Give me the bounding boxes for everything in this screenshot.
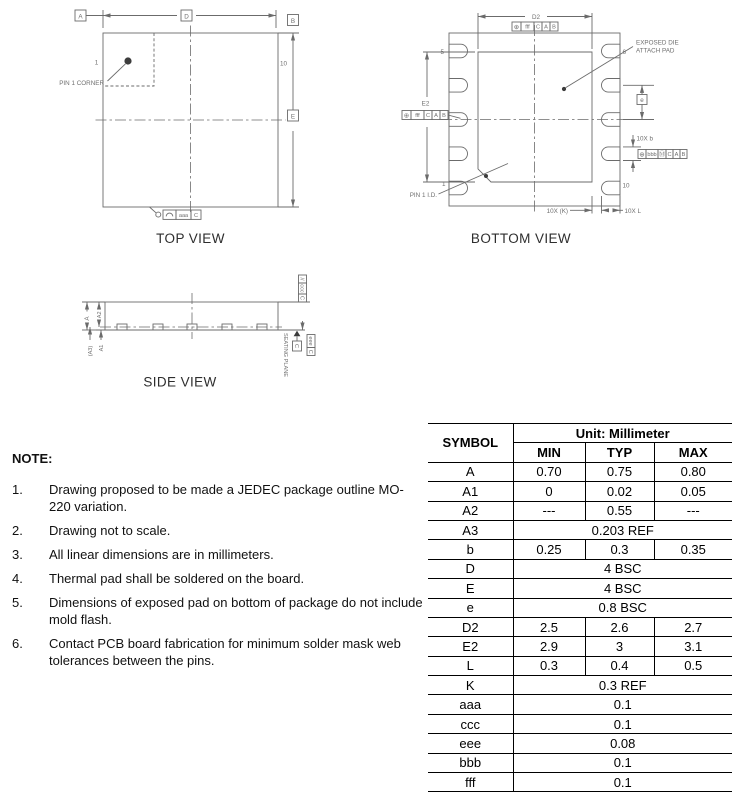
- leader-dot-icon: [562, 87, 566, 91]
- parallel-icon: //: [298, 277, 305, 281]
- typ-cell: 0.55: [585, 501, 654, 520]
- tolerance-fff-label: fff: [525, 24, 530, 31]
- symbol-cell: A2: [428, 501, 513, 520]
- package-body-bottom: [441, 25, 629, 214]
- all-around-circle-icon: [156, 212, 161, 217]
- exposed-pad-label-line2: ATTACH PAD: [636, 47, 675, 55]
- fcf-datum-b-label: B: [681, 151, 686, 158]
- profile-tolerance-frame: [150, 207, 202, 219]
- max-cell: 0.05: [654, 482, 732, 501]
- typ-cell: 0.02: [585, 482, 654, 501]
- symbol-cell: D: [428, 559, 513, 578]
- tolerance-ccc-label: ccc: [298, 284, 305, 293]
- span-cell: 4 BSC: [513, 559, 732, 578]
- fcf-datum-c-label: C: [425, 112, 431, 119]
- table-row: [428, 579, 732, 598]
- min-cell: 0.3: [513, 656, 585, 675]
- leader-dot-icon: [484, 174, 488, 178]
- fcf-datum-c-label: C: [535, 24, 541, 31]
- note-text: Drawing proposed to be made a JEDEC package outline MO-220 variation.: [49, 482, 404, 514]
- label-10x-b: 10X b: [636, 135, 653, 143]
- note-text: Thermal pad shall be soldered on the board.: [49, 571, 305, 586]
- table-row: [428, 540, 732, 559]
- table-row: [428, 598, 732, 617]
- pad-right-5: [602, 181, 621, 195]
- fcf-datum-c-label: C: [307, 349, 313, 354]
- fcf-datum-c-label: C: [667, 151, 672, 158]
- top-view-title: TOP VIEW: [156, 231, 225, 246]
- dim-label-e-pitch: e: [640, 96, 644, 104]
- col-header-typ: TYP: [585, 443, 654, 462]
- col-header-symbol: SYMBOL: [428, 424, 513, 463]
- dimension-b: [623, 135, 687, 172]
- min-cell: 2.5: [513, 617, 585, 636]
- symbol-cell: b: [428, 540, 513, 559]
- symbol-cell: A: [428, 462, 513, 481]
- table-header-row: [428, 424, 732, 443]
- mmc-modifier-icon: Ⓜ: [658, 151, 666, 159]
- side-view-drawing: [40, 262, 370, 398]
- notes-title: NOTE:: [12, 451, 53, 466]
- tolerance-fff-label: fff: [415, 112, 420, 119]
- max-cell: ---: [654, 501, 732, 520]
- span-cell: 0.1: [513, 773, 732, 792]
- profile-surface-icon: [166, 213, 173, 216]
- datum-label-a: A: [78, 13, 83, 21]
- label-10x-k: 10X (K): [546, 208, 568, 215]
- dim-label-e: E: [290, 113, 296, 121]
- tolerance-bbb-label: bbb: [647, 151, 657, 158]
- note-text: All linear dimensions are in millimeters.: [49, 547, 274, 562]
- pad-right-2: [602, 79, 621, 93]
- pad-left-2: [449, 79, 468, 93]
- pin-count-label: 10: [280, 60, 288, 68]
- pin1-label: 1: [441, 181, 446, 188]
- package-body-top: [95, 26, 286, 215]
- package-body-side: [96, 293, 305, 339]
- table-row: [428, 520, 732, 539]
- datum-label-b: B: [290, 18, 296, 26]
- fcf-datum-a-label: A: [434, 112, 438, 119]
- table-row: [428, 753, 732, 772]
- max-cell: 3.1: [654, 637, 732, 656]
- fcf-datum-b-label: B: [552, 24, 556, 31]
- pad-right-4: [602, 147, 621, 161]
- symbol-cell: e: [428, 598, 513, 617]
- dim-label-d2: D2: [531, 14, 541, 21]
- span-cell: 0.08: [513, 734, 732, 753]
- table-row: [428, 656, 732, 675]
- table-row: [428, 617, 732, 636]
- symbol-cell: D2: [428, 617, 513, 636]
- dimension-e: [278, 15, 299, 208]
- symbol-cell: E2: [428, 637, 513, 656]
- dim-label-a3: (A3): [88, 345, 94, 357]
- pin-one-label: 1: [94, 59, 99, 67]
- note-text: Contact PCB board fabrication for minimum solder mask web tolerances between the pins.: [49, 636, 401, 668]
- fcf-datum-a-label: A: [544, 24, 548, 31]
- table-row: [428, 734, 732, 753]
- position-icon: ⊕: [513, 23, 520, 31]
- pin1-dot-icon: [124, 57, 131, 64]
- position-icon: ⊕: [403, 112, 410, 120]
- typ-cell: 0.4: [585, 656, 654, 675]
- note-text: Drawing not to scale.: [49, 523, 171, 538]
- seating-plane-label: SEATING PLANE: [282, 332, 288, 378]
- pin1-corner-label: PIN 1 CORNER: [59, 79, 104, 87]
- dim-label-a2: A2: [97, 311, 103, 319]
- span-cell: 0.203 REF: [513, 520, 732, 539]
- span-cell: 4 BSC: [513, 579, 732, 598]
- notes-section: [12, 450, 424, 676]
- fcf-datum-a-label: A: [674, 151, 679, 158]
- min-cell: 0.25: [513, 540, 585, 559]
- symbol-cell: aaa: [428, 695, 513, 714]
- table-row: [428, 714, 732, 733]
- typ-cell: 2.6: [585, 617, 654, 636]
- dimensions-height: [82, 302, 105, 356]
- max-cell: 0.5: [654, 656, 732, 675]
- label-10x-l: 10X L: [624, 208, 641, 215]
- note-number: 5.: [12, 595, 23, 610]
- table-row: [428, 637, 732, 656]
- datum-c-label: C: [293, 343, 299, 349]
- fcf-datum-c-label: C: [193, 212, 199, 219]
- exposed-pad-outline: [478, 52, 592, 182]
- table-row: [428, 676, 732, 695]
- dim-label-d: D: [184, 13, 189, 21]
- note-number: 4.: [12, 571, 23, 586]
- position-icon: ⊕: [639, 151, 645, 159]
- note-item: [12, 481, 424, 515]
- symbol-cell: E: [428, 579, 513, 598]
- tolerance-eee-label: eee: [307, 336, 313, 346]
- typ-cell: 0.3: [585, 540, 654, 559]
- dimension-d2: [478, 13, 592, 49]
- span-cell: 0.1: [513, 714, 732, 733]
- datum-triangle-icon: [294, 331, 301, 337]
- col-header-min: MIN: [513, 443, 585, 462]
- max-cell: 0.35: [654, 540, 732, 559]
- table-row: [428, 695, 732, 714]
- note-item: [12, 570, 424, 587]
- col-header-unit: Unit: Millimeter: [513, 424, 732, 443]
- note-item: [12, 594, 424, 628]
- span-cell: 0.1: [513, 753, 732, 772]
- dimension-table: [428, 423, 732, 792]
- note-item: [12, 635, 424, 669]
- pin10-label: 10: [622, 182, 630, 190]
- typ-cell: 3: [585, 637, 654, 656]
- dim-label-e2: E2: [421, 100, 430, 108]
- pin6-label: 6: [622, 49, 627, 56]
- span-cell: 0.8 BSC: [513, 598, 732, 617]
- note-number: 6.: [12, 636, 23, 651]
- symbol-cell: fff: [428, 773, 513, 792]
- tolerance-aaa-label: aaa: [178, 212, 189, 219]
- dimension-k-l: [547, 196, 642, 215]
- table-row: [428, 482, 732, 501]
- note-item: [12, 522, 424, 539]
- typ-cell: 0.75: [585, 462, 654, 481]
- side-view-title: SIDE VIEW: [143, 374, 217, 390]
- top-view-drawing: [0, 0, 370, 256]
- symbol-cell: A1: [428, 482, 513, 501]
- pad-left-4: [449, 147, 468, 161]
- pad-left-1: [449, 44, 468, 58]
- min-cell: 2.9: [513, 637, 585, 656]
- seating-plane-callout: [282, 321, 315, 377]
- table-row: [428, 559, 732, 578]
- min-cell: ---: [513, 501, 585, 520]
- pin5-label: 5: [440, 49, 444, 56]
- symbol-cell: ccc: [428, 714, 513, 733]
- note-item: [12, 546, 424, 563]
- table-row: [428, 773, 732, 792]
- symbol-cell: A3: [428, 520, 513, 539]
- parallelism-frame: [278, 275, 310, 302]
- note-number: 3.: [12, 547, 23, 562]
- note-number: 1.: [12, 482, 23, 497]
- symbol-cell: bbb: [428, 753, 513, 772]
- fcf-datum-c-label: C: [298, 295, 305, 301]
- fcf-datum-b-label: B: [442, 112, 446, 119]
- dimension-e2: [402, 52, 475, 182]
- note-number: 2.: [12, 523, 23, 538]
- bottom-view-title: BOTTOM VIEW: [470, 231, 572, 246]
- max-cell: 2.7: [654, 617, 732, 636]
- table-row: [428, 501, 732, 520]
- dim-label-a1: A1: [99, 344, 105, 352]
- symbol-cell: eee: [428, 734, 513, 753]
- dim-label-a: A: [84, 316, 91, 321]
- col-header-max: MAX: [654, 443, 732, 462]
- pin1-id-label: PIN 1 I.D.: [409, 192, 437, 199]
- span-cell: 0.3 REF: [513, 676, 732, 695]
- symbol-cell: K: [428, 676, 513, 695]
- bottom-view-drawing: [370, 0, 739, 256]
- symbol-cell: L: [428, 656, 513, 675]
- exposed-pad-label-line1: EXPOSED DIE: [636, 39, 679, 47]
- note-text: Dimensions of exposed pad on bottom of package do not include mold flash.: [49, 595, 423, 627]
- dimension-d: [75, 10, 276, 28]
- min-cell: 0: [513, 482, 585, 501]
- dimension-pitch-e: [623, 85, 654, 119]
- max-cell: 0.80: [654, 462, 732, 481]
- table-row: [428, 462, 732, 481]
- span-cell: 0.1: [513, 695, 732, 714]
- min-cell: 0.70: [513, 462, 585, 481]
